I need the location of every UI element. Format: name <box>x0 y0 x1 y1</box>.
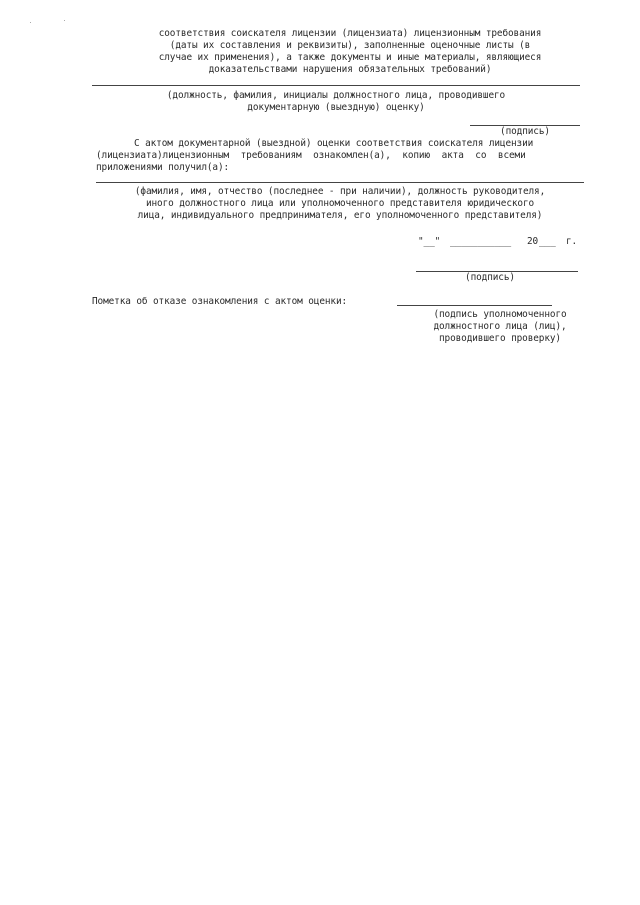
refusal-label: Пометка об отказе ознакомления с актом оценки: <box>92 296 348 307</box>
date-year-suffix: г. <box>566 236 578 247</box>
recipient-caption-line: (фамилия, имя, отчество (последнее - при наличии), должность руководителя, <box>134 186 546 197</box>
intro-line: случае их применения), а также документы и иные материалы, являющиеся <box>158 52 542 63</box>
intro-line: соответствия соискателя лицензии (лицензиата) лицензионным требования <box>158 28 542 39</box>
date-month: ___________ <box>450 236 511 247</box>
scan-speck <box>30 22 31 23</box>
intro-line: (даты их составления и реквизиты), заполненные оценочные листы (в <box>169 40 531 51</box>
recipient-caption-line: лица, индивидуального предпринимателя, его уполномоченного представителя) <box>137 210 543 221</box>
date-year-prefix: 20 <box>527 236 539 247</box>
scan-speck <box>64 20 65 21</box>
intro-line: доказательствами нарушения обязательных требований) <box>208 64 492 75</box>
refusal-caption-line: проводившего проверку) <box>439 333 561 344</box>
recipient-name-line <box>96 182 584 183</box>
acknowledgement-line: С актом документарной (выездной) оценки соответствия соискателя лицензии <box>134 138 534 149</box>
date-year-blank: ___ <box>539 236 556 247</box>
official-caption-line: документарную (выездную) оценку) <box>247 102 425 113</box>
date-day: "__" <box>418 236 441 247</box>
recipient-caption-line: иного должностного лица или уполномоченного представителя юридического <box>145 198 535 209</box>
acknowledgement-line: приложениями получил(а): <box>96 162 230 173</box>
official-name-line <box>92 85 580 86</box>
official-signature-caption: (подпись) <box>500 126 550 137</box>
recipient-signature-caption: (подпись) <box>465 272 515 283</box>
official-caption-line: (должность, фамилия, инициалы должностного лица, проводившего <box>166 90 506 101</box>
refusal-signature-line <box>397 305 552 306</box>
acknowledgement-line: (лицензиата)лицензионным требованиям ознакомлен(а), копию акта со всеми <box>96 150 526 161</box>
refusal-caption-line: (подпись уполномоченного <box>433 309 567 320</box>
refusal-caption-line: должностного лица (лиц), <box>433 321 567 332</box>
